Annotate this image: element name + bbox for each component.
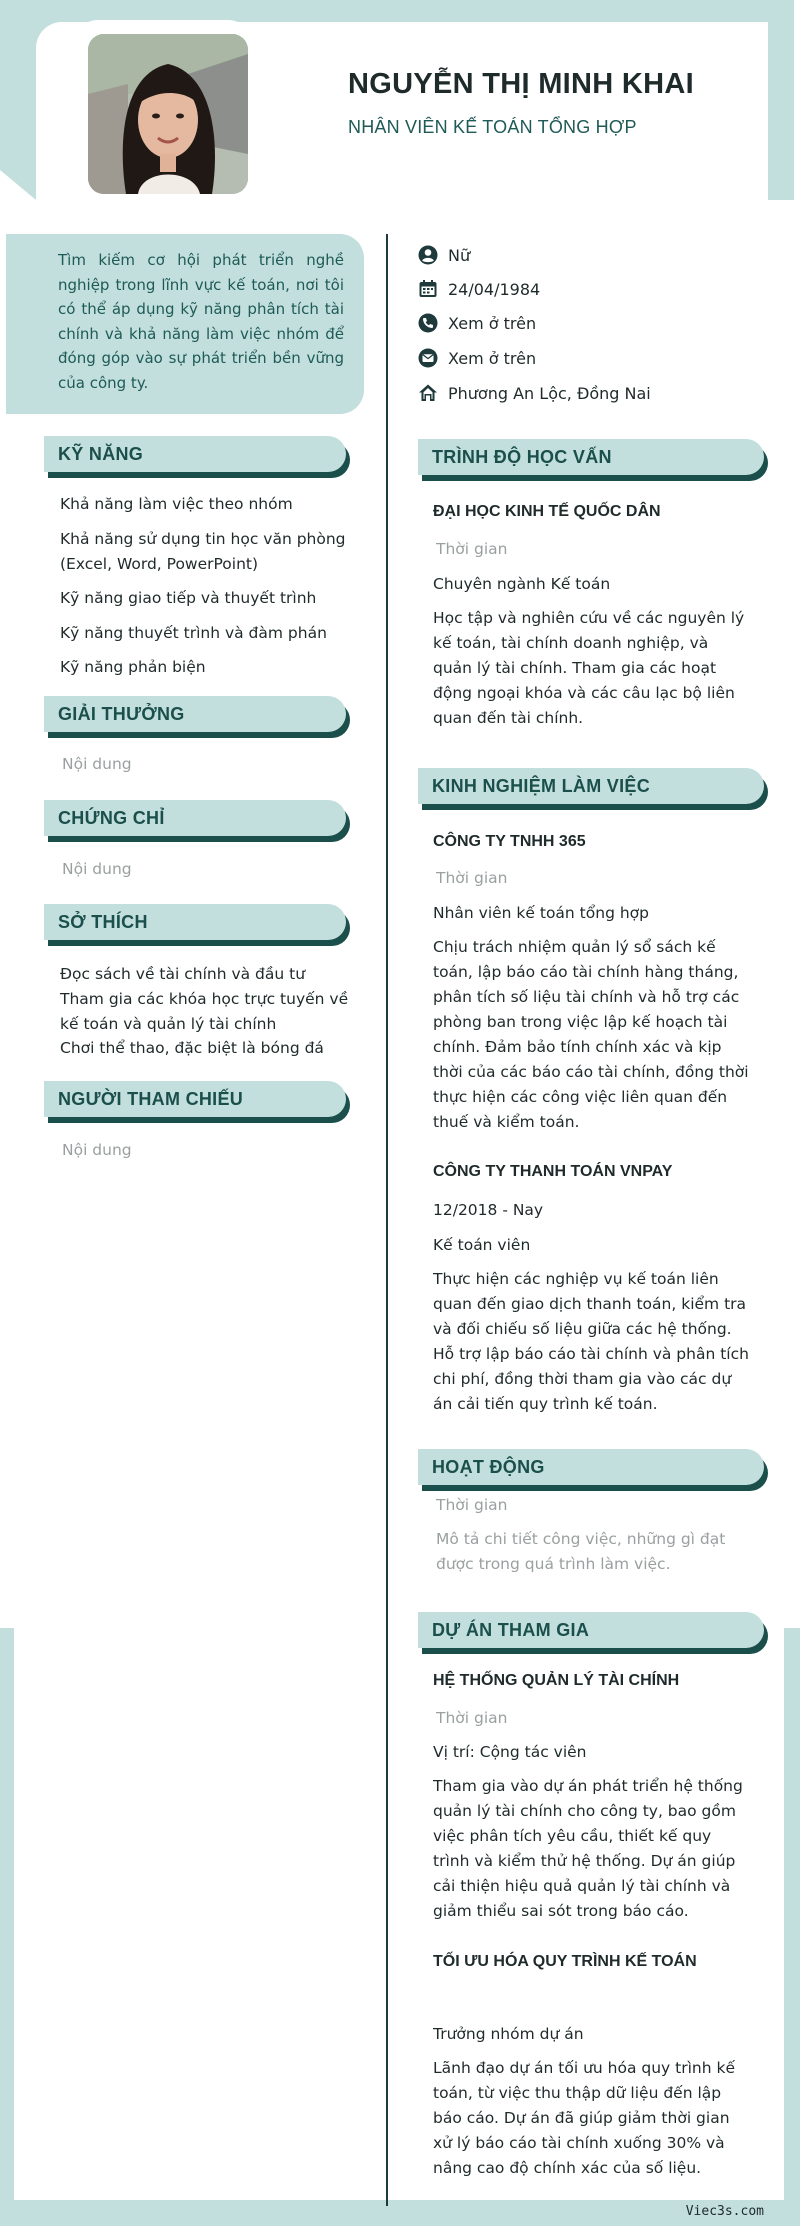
project-name: HỆ THỐNG QUẢN LÝ TÀI CHÍNH (433, 1672, 680, 1689)
hobby-item: Đọc sách về tài chính và đầu tư (60, 965, 306, 983)
contact-phone (418, 311, 536, 335)
experience-heading: KINH NGHIỆM LÀM VIỆC (418, 768, 764, 804)
skills-heading: KỸ NĂNG (44, 436, 346, 472)
right-side-band (784, 1628, 800, 2226)
project-description: Lãnh đạo dự án tối ưu hóa quy trình kế toán, từ việc thu thập dữ liệu đến lập báo cáo. Dự án đã giúp giảm thời gian xử lý báo cáo tài chính xuống 30% và nâng cao độ chính xác của số liệu. (433, 2059, 736, 2177)
phone-value: Xem ở trên (448, 313, 537, 333)
contact-birthday (418, 277, 540, 301)
left-side-band (0, 1628, 14, 2226)
person-icon (418, 245, 438, 265)
portrait-photo (88, 34, 248, 194)
project-time: Thời gian (436, 1709, 508, 1727)
avatar (88, 34, 248, 194)
header-corner-decoration (0, 170, 36, 200)
school-name: ĐẠI HỌC KINH TẾ QUỐC DÂN (433, 503, 661, 520)
home-icon (418, 383, 438, 403)
skill-item: Kỹ năng giao tiếp và thuyết trình (60, 589, 317, 607)
address-value: Phương An Lộc, Đồng Nai (448, 383, 651, 403)
candidate-name: NGUYỄN THỊ MINH KHAI (348, 68, 694, 100)
experience-time: Thời gian (436, 869, 508, 887)
experience-position: Kế toán viên (433, 1236, 531, 1254)
experience-description: Chịu trách nhiệm quản lý sổ sách kế toán, lập báo cáo tài chính hàng tháng, phân tích số liệu tài chính và hỗ trợ các phòng ban trong việc lập kế hoạch tài chính. Đảm bảo tính chính xác và kịp thời của các báo cáo tài chính, đồng thời thực hiện các công việc liên quan đến thuế và kiểm toán. (433, 938, 749, 1131)
education-time: Thời gian (436, 540, 508, 558)
skill-item: Khả năng làm việc theo nhóm (60, 495, 293, 513)
project-role: Trưởng nhóm dự án (433, 2025, 584, 2043)
phone-icon (418, 313, 438, 333)
experience-time: 12/2018 - Nay (433, 1201, 544, 1219)
job-title: NHÂN VIÊN KẾ TOÁN TỔNG HỢP (348, 117, 637, 137)
birthday-value: 24/04/1984 (448, 279, 541, 299)
company-name: CÔNG TY TNHH 365 (433, 833, 586, 850)
activities-heading: HOẠT ĐỘNG (418, 1449, 764, 1485)
column-divider (386, 234, 388, 2206)
experience-description: Thực hiện các nghiệp vụ kế toán liên quan đến giao dịch thanh toán, kiểm tra và đối chiếu số liệu giữa các hệ thống. Hỗ trợ lập báo cáo tài chính và phân tích chi phí, đồng thời tham gia vào các dự án cải tiến quy trình kế toán. (433, 1270, 749, 1413)
hobby-item: Chơi thể thao, đặc biệt là bóng đá (60, 1039, 324, 1057)
education-heading: TRÌNH ĐỘ HỌC VẤN (418, 439, 764, 475)
calendar-icon (418, 279, 438, 299)
awards-heading: GIẢI THƯỞNG (44, 696, 346, 732)
projects-heading: DỰ ÁN THAM GIA (418, 1612, 764, 1648)
watermark: Viec3s.com (685, 2204, 764, 2219)
activities-time: Thời gian (436, 1496, 508, 1514)
skill-item: Kỹ năng phản biện (60, 658, 206, 676)
email-value: Xem ở trên (448, 348, 537, 368)
references-content: Nội dung (62, 1141, 132, 1159)
awards-content: Nội dung (62, 755, 132, 773)
contact-address (418, 381, 651, 405)
company-name: CÔNG TY THANH TOÁN VNPAY (433, 1163, 673, 1180)
project-role: Vị trí: Cộng tác viên (433, 1743, 587, 1761)
project-description: Tham gia vào dự án phát triển hệ thống quản lý tài chính cho công ty, bao gồm việc phân tích yêu cầu, thiết kế quy trình và kiểm thử hệ thống. Dự án giúp cải thiện hiệu quả quản lý tài chính và giảm thiểu sai sót trong báo cáo. (433, 1777, 743, 1920)
gender-value: Nữ (448, 245, 471, 265)
certificates-content: Nội dung (62, 860, 132, 878)
hobby-item: Tham gia các khóa học trực tuyến về kế toán và quản lý tài chính (60, 990, 349, 1033)
project-name: TỐI ƯU HÓA QUY TRÌNH KẾ TOÁN (433, 1953, 697, 1970)
objective-text: Tìm kiếm cơ hội phát triển nghề nghiệp trong lĩnh vực kế toán, nơi tôi có thể áp dụng kỹ năng phân tích tài chính và khả năng làm việc nhóm để đóng góp vào sự phát triển bền vững của công ty. (58, 251, 344, 392)
email-icon (418, 348, 438, 368)
contact-email (418, 346, 536, 370)
contact-gender (418, 243, 470, 267)
skill-item: Kỹ năng thuyết trình và đàm phán (60, 624, 327, 642)
footer-band (0, 2200, 800, 2226)
certificates-heading: CHỨNG CHỈ (44, 800, 346, 836)
skill-item: Khả năng sử dụng tin học văn phòng (Excel, Word, PowerPoint) (60, 530, 346, 573)
experience-position: Nhân viên kế toán tổng hợp (433, 904, 649, 922)
education-description: Học tập và nghiên cứu về các nguyên lý kế toán, tài chính doanh nghiệp, và quản lý tài chính. Tham gia các hoạt động ngoại khóa và các câu lạc bộ liên quan đến tài chính. (433, 609, 745, 727)
activities-description: Mô tả chi tiết công việc, những gì đạt được trong quá trình làm việc. (436, 1530, 726, 1573)
hobbies-heading: SỞ THÍCH (44, 904, 346, 940)
references-heading: NGƯỜI THAM CHIẾU (44, 1081, 346, 1117)
education-major: Chuyên ngành Kế toán (433, 575, 611, 593)
career-objective (6, 234, 364, 414)
